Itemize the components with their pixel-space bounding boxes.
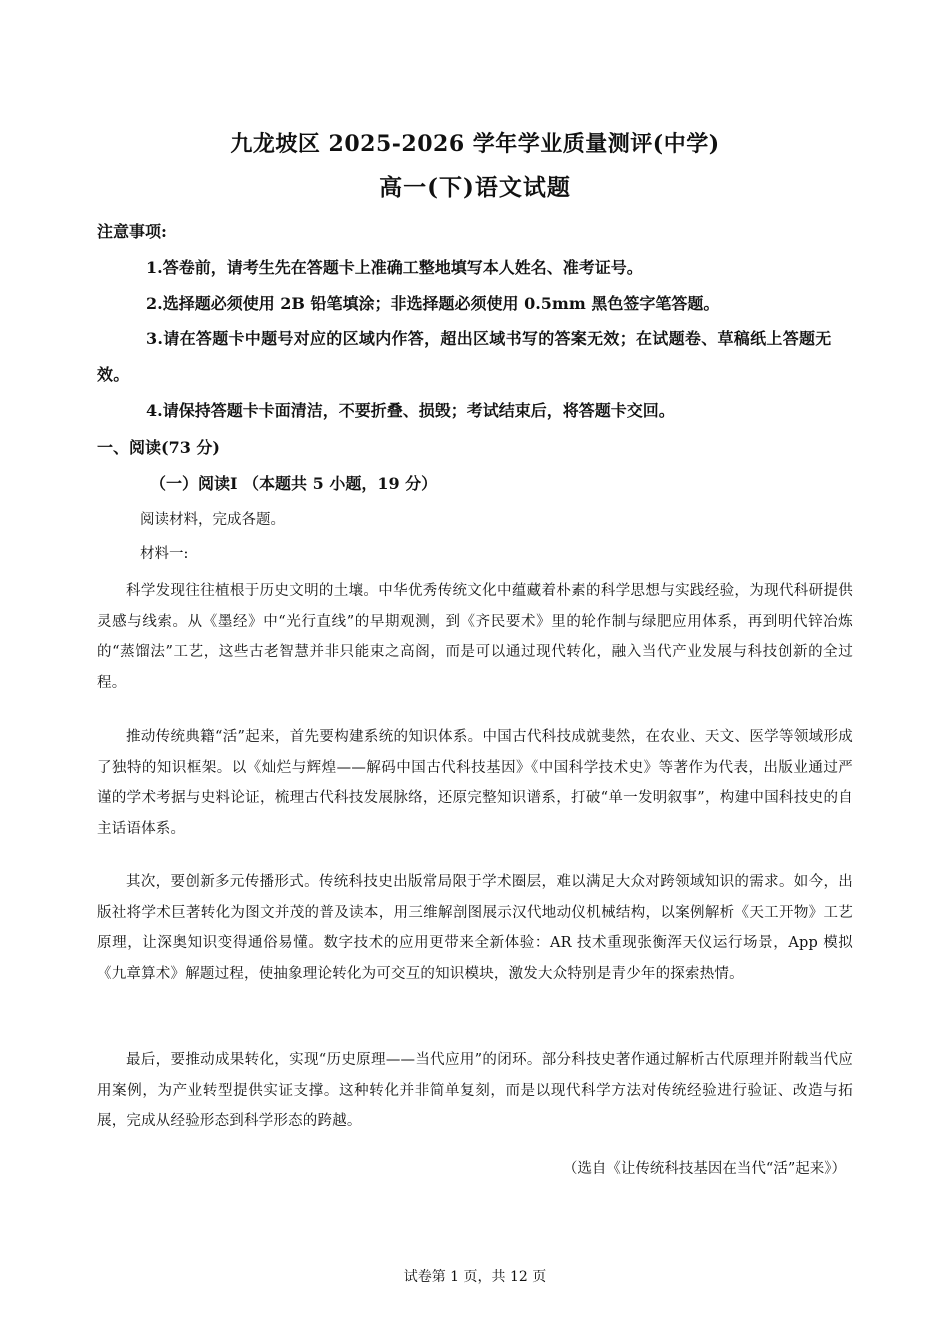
- material-label: 材料一:: [140, 546, 189, 562]
- material-paragraph-3: 其次，要创新多元传播形式。传统科技史出版常局限于学术圈层，难以满足大众对跨领域知识的需求。如今，出版社将学术巨著转化为图文并茂的普及读本，用三维解剖图展示汉代地动仪机械结构，以案例解析《天工开物》工艺原理，让深奥知识变得通俗易懂。数字技术的应用更带来全新体验：AR 技术重现张衡浑天仪运行场景，App 模拟《九章算术》解题过程，使抽象理论转化为可交互的知识模块，激发大众特别是青少年的探索热情。: [97, 874, 853, 982]
- material-paragraph-2: 推动传统典籍“活”起来，首先要构建系统的知识体系。中国古代科技成就斐然，在农业、天文、医学等领域形成了独特的知识框架。以《灿烂与辉煌——解码中国古代科技基因》《中国科学技术史》等著作为代表，出版业通过严谨的学术考据与史料论证，梳理古代科技发展脉络，还原完整知识谱系，打破“单一发明叙事”，构建中国科技史的自主话语体系。: [97, 729, 853, 837]
- material-paragraph-4: 最后，要推动成果转化，实现“历史原理——当代应用”的闭环。部分科技史著作通过解析古代原理并附载当代应用案例，为产业转型提供实证支撑。这种转化并非简单复刻，而是以现代科学方法对传统经验进行验证、改造与拓展，完成从经验形态到科学形态的跨越。: [97, 1052, 853, 1129]
- section-instruction: 阅读材料，完成各题。: [140, 512, 285, 528]
- notice-heading: 注意事项:: [97, 222, 167, 241]
- exam-title: 九龙坡区 2025-2026 学年学业质量测评(中学): [230, 131, 720, 157]
- section-heading: 一、阅读(73 分): [97, 438, 220, 457]
- page-footer: 试卷第 1 页，共 12 页: [403, 1269, 547, 1285]
- notice-item-3: 3.请在答题卡中题号对应的区域内作答，超出区域书写的答案无效；在试题卷、草稿纸上答题无效。: [97, 329, 832, 384]
- section-subheading: （一）阅读I （本题共 5 小题，19 分）: [150, 474, 438, 493]
- material-source: （选自《让传统科技基因在当代“活”起来》）: [562, 1161, 846, 1177]
- notice-item-1: 1.答卷前，请考生先在答题卡上准确工整地填写本人姓名、准考证号。: [146, 258, 643, 277]
- notice-item-4: 4.请保持答题卡卡面清洁，不要折叠、损毁；考试结束后，将答题卡交回。: [146, 401, 675, 420]
- exam-subtitle: 高一(下)语文试题: [379, 174, 571, 201]
- notice-item-2: 2.选择题必须使用 2B 铅笔填涂；非选择题必须使用 0.5mm 黑色签字笔答题。: [146, 294, 720, 313]
- material-paragraph-1: 科学发现往往植根于历史文明的土壤。中华优秀传统文化中蕴藏着朴素的科学思想与实践经验，为现代科研提供灵感与线索。从《墨经》中“光行直线”的早期观测，到《齐民要术》里的轮作制与绿肥应用体系，再到明代锌冶炼的“蒸馏法”工艺，这些古老智慧并非只能束之高阁，而是可以通过现代转化，融入当代产业发展与科技创新的全过程。: [97, 583, 853, 691]
